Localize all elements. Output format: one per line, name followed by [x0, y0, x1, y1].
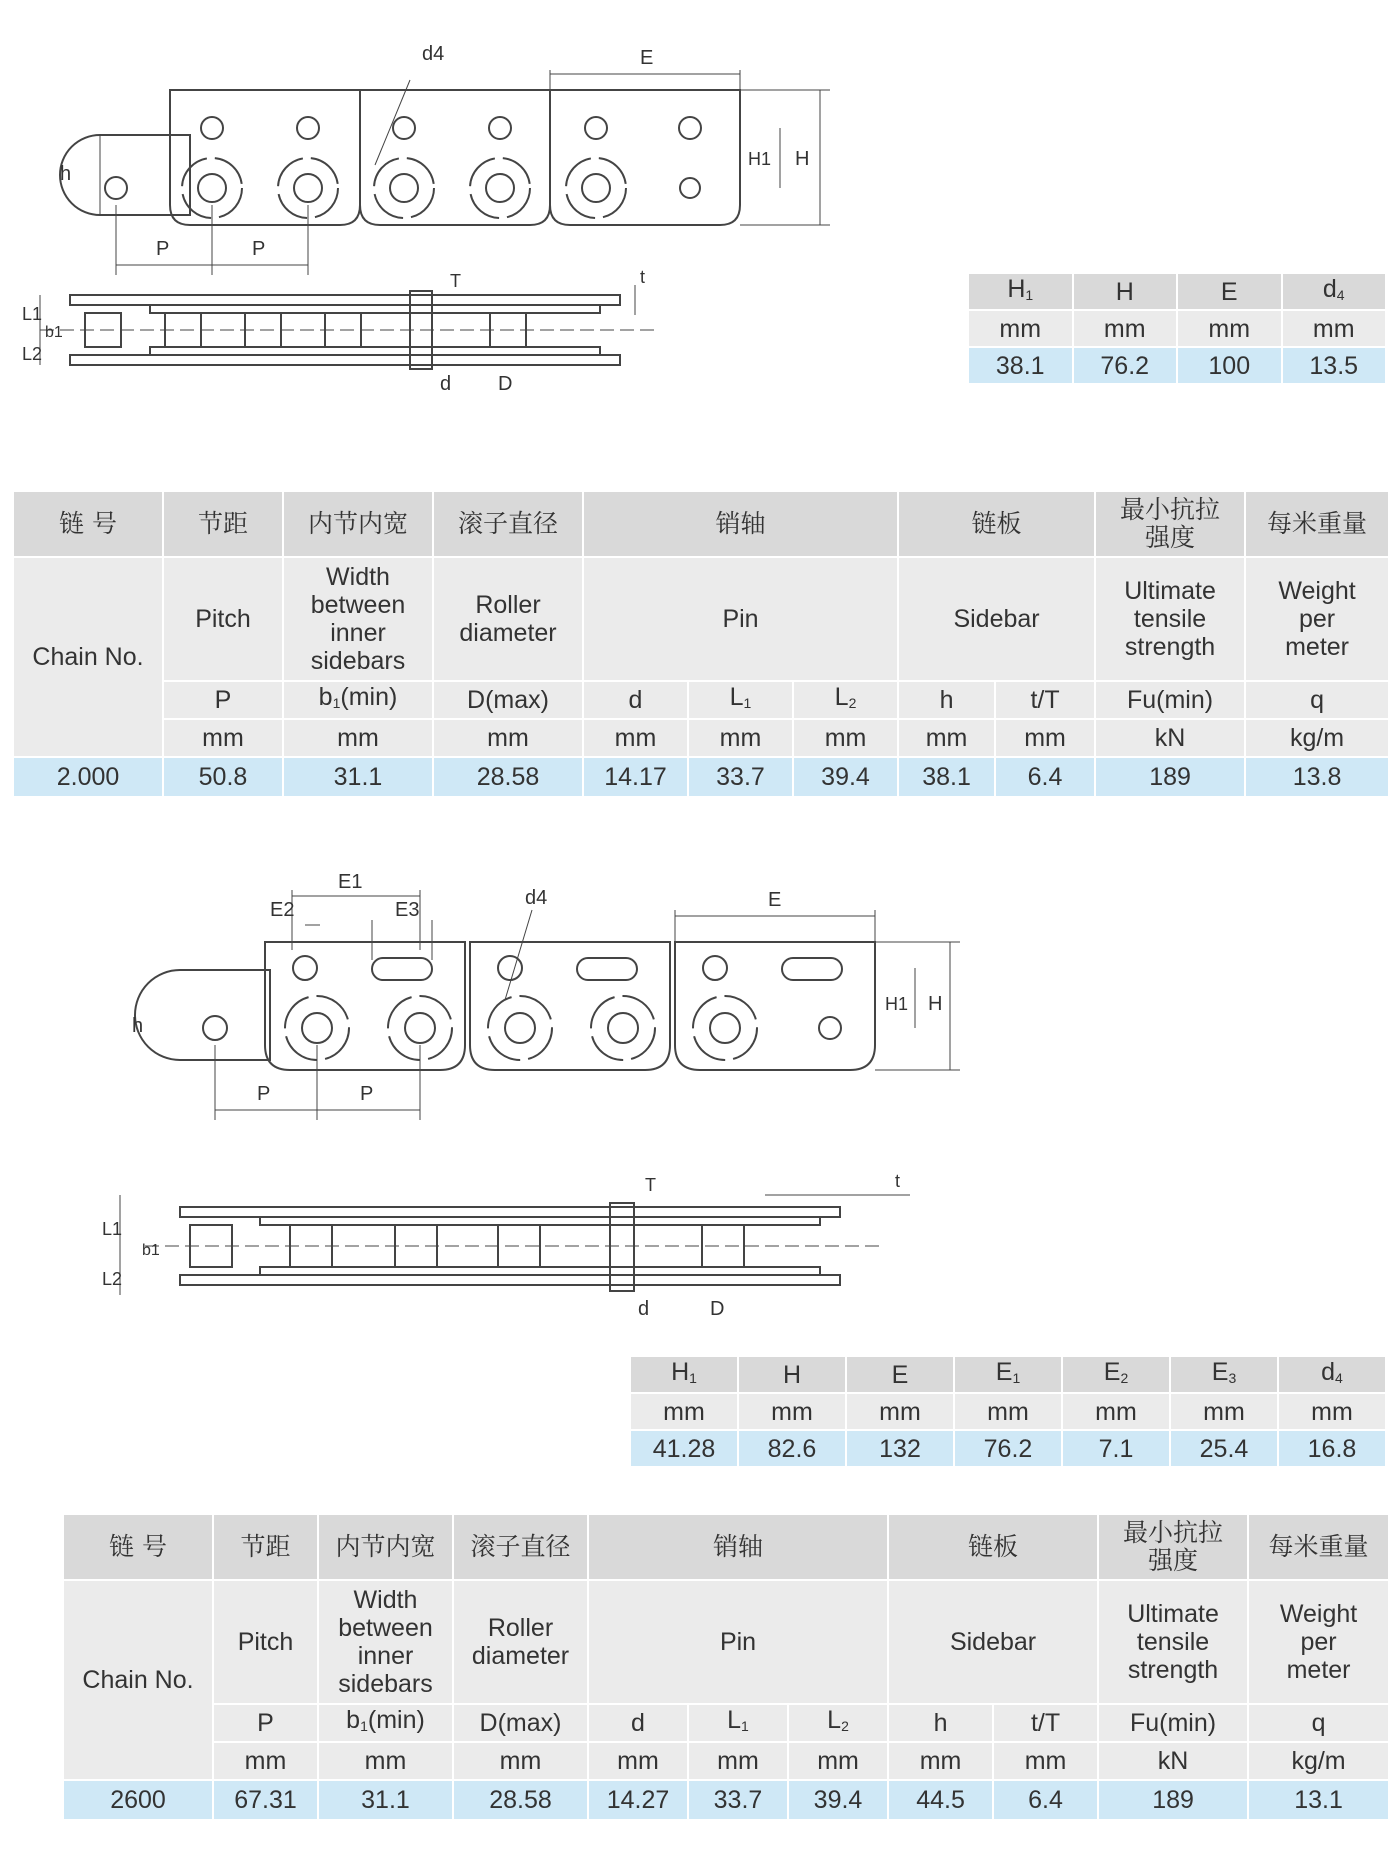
- hdr-weight-cn: 每米重量: [1245, 491, 1389, 557]
- value-cell: 189: [1095, 757, 1245, 797]
- value-cell: 100: [1177, 347, 1282, 384]
- value-cell: 2.000: [13, 757, 163, 797]
- unit-cell: mm: [846, 1393, 954, 1430]
- hdr-E2: $E_2$: [1062, 1356, 1170, 1393]
- unit-cell: mm: [1170, 1393, 1278, 1430]
- hdr-sidebar-en: Sidebar: [888, 1580, 1098, 1704]
- sym-Fu: Fu(min): [1095, 681, 1245, 719]
- value-cell: 76.2: [1073, 347, 1178, 384]
- label-h: h: [60, 163, 72, 185]
- hdr-pitch-en: Pitch: [163, 557, 283, 681]
- hdr-chain-en: Chain No.: [63, 1580, 213, 1780]
- label-t-2: t: [895, 1171, 901, 1191]
- unit-cell: mm: [738, 1393, 846, 1430]
- unit-cell: mm: [993, 1742, 1098, 1780]
- value-cell: 25.4: [1170, 1430, 1278, 1467]
- label-d-2: d: [638, 1298, 650, 1320]
- value-cell: 41.28: [630, 1430, 738, 1467]
- hdr-H1: $H_1$: [968, 273, 1073, 310]
- unit-cell: kN: [1095, 719, 1245, 757]
- value-cell: 28.58: [433, 757, 583, 797]
- sym-D: D(max): [453, 1704, 588, 1742]
- label-d4-2: d4: [525, 887, 548, 909]
- value-cell: 31.1: [283, 757, 433, 797]
- hdr-width-cn: 内节内宽: [283, 491, 433, 557]
- label-E2: E2: [270, 899, 295, 921]
- value-cell: 76.2: [954, 1430, 1062, 1467]
- hdr-sidebar-cn: 链板: [888, 1514, 1098, 1580]
- hdr-E1: $E_1$: [954, 1356, 1062, 1393]
- value-cell: 28.58: [453, 1780, 588, 1820]
- sym-D: D(max): [433, 681, 583, 719]
- sym-b1: $b_1(\min)$: [318, 1704, 453, 1742]
- sym-h: h: [898, 681, 995, 719]
- dimension-table-2: [629, 1355, 1387, 1468]
- sym-L1: $L_1$: [688, 1704, 788, 1742]
- sym-L2: $L_2$: [793, 681, 898, 719]
- spec-table-2: [62, 1513, 1390, 1821]
- label-P-4: P: [360, 1083, 374, 1105]
- unit-cell: mm: [1062, 1393, 1170, 1430]
- value-cell: 33.7: [688, 757, 793, 797]
- label-d: d: [440, 373, 452, 395]
- sym-b1: $b_1(\min)$: [283, 681, 433, 719]
- label-H-2: H: [928, 993, 943, 1015]
- hdr-E: E: [1177, 273, 1282, 310]
- label-E3: E3: [395, 899, 420, 921]
- hdr-roller-cn: 滚子直径: [433, 491, 583, 557]
- chain-top-view-2: [90, 1165, 950, 1330]
- value-cell: 6.4: [995, 757, 1095, 797]
- unit-cell: mm: [688, 719, 793, 757]
- unit-cell: mm: [788, 1742, 888, 1780]
- value-cell: 44.5: [888, 1780, 993, 1820]
- value-cell: 132: [846, 1430, 954, 1467]
- label-t: t: [640, 267, 646, 287]
- label-b1-2: b1: [142, 1242, 160, 1259]
- unit-cell: kg/m: [1245, 719, 1389, 757]
- hdr-pin-cn: 销轴: [583, 491, 898, 557]
- hdr-H: H: [738, 1356, 846, 1393]
- unit-cell: mm: [283, 719, 433, 757]
- label-T: T: [450, 271, 461, 291]
- hdr-weight-en: Weight per meter: [1248, 1580, 1389, 1704]
- label-H: H: [795, 148, 810, 170]
- hdr-pin-en: Pin: [588, 1580, 888, 1704]
- chain-side-view-2: [120, 860, 980, 1130]
- hdr-H1: $H_1$: [630, 1356, 738, 1393]
- label-L1: L1: [22, 304, 43, 324]
- unit-cell: mm: [1282, 310, 1387, 347]
- label-E1: E1: [338, 871, 363, 893]
- hdr-pin-en: Pin: [583, 557, 898, 681]
- label-P-1: P: [156, 238, 170, 260]
- label-L2: L2: [22, 344, 43, 364]
- value-cell: 38.1: [968, 347, 1073, 384]
- unit-cell: mm: [630, 1393, 738, 1430]
- label-h-2: h: [132, 1015, 144, 1037]
- unit-cell: mm: [793, 719, 898, 757]
- sym-P: P: [213, 1704, 318, 1742]
- sym-tT: t/T: [995, 681, 1095, 719]
- hdr-sidebar-en: Sidebar: [898, 557, 1095, 681]
- unit-cell: mm: [588, 1742, 688, 1780]
- value-cell: 14.27: [588, 1780, 688, 1820]
- dimension-table-1: [967, 272, 1387, 385]
- unit-cell: mm: [1177, 310, 1282, 347]
- value-cell: 6.4: [993, 1780, 1098, 1820]
- label-E-2: E: [768, 889, 782, 911]
- label-P-3: P: [257, 1083, 271, 1105]
- label-P-2: P: [252, 238, 266, 260]
- value-cell: 67.31: [213, 1780, 318, 1820]
- label-H1-2: H1: [885, 994, 909, 1014]
- value-cell: 82.6: [738, 1430, 846, 1467]
- hdr-chain-en: Chain No.: [13, 557, 163, 757]
- value-cell: 39.4: [793, 757, 898, 797]
- unit-cell: mm: [1278, 1393, 1386, 1430]
- value-cell: 16.8: [1278, 1430, 1386, 1467]
- unit-cell: mm: [995, 719, 1095, 757]
- value-cell: 7.1: [1062, 1430, 1170, 1467]
- hdr-roller-cn: 滚子直径: [453, 1514, 588, 1580]
- value-cell: 13.5: [1282, 347, 1387, 384]
- unit-cell: mm: [213, 1742, 318, 1780]
- label-D-2: D: [710, 1298, 725, 1320]
- hdr-H: H: [1073, 273, 1178, 310]
- unit-cell: mm: [688, 1742, 788, 1780]
- value-cell: 31.1: [318, 1780, 453, 1820]
- unit-cell: mm: [163, 719, 283, 757]
- hdr-pin-cn: 销轴: [588, 1514, 888, 1580]
- value-cell: 33.7: [688, 1780, 788, 1820]
- sym-d: d: [588, 1704, 688, 1742]
- chain-side-view-1: [40, 30, 840, 290]
- sym-h: h: [888, 1704, 993, 1742]
- hdr-width-cn: 内节内宽: [318, 1514, 453, 1580]
- value-cell: 50.8: [163, 757, 283, 797]
- value-cell: 14.17: [583, 757, 688, 797]
- sym-d: d: [583, 681, 688, 719]
- hdr-E: E: [846, 1356, 954, 1393]
- hdr-strength-cn: 最小抗拉 强度: [1098, 1514, 1248, 1580]
- value-cell: 13.8: [1245, 757, 1389, 797]
- hdr-weight-en: Weight per meter: [1245, 557, 1389, 681]
- value-cell: 13.1: [1248, 1780, 1389, 1820]
- sym-q: q: [1245, 681, 1389, 719]
- sym-L2: $L_2$: [788, 1704, 888, 1742]
- hdr-d4: $d_4$: [1278, 1356, 1386, 1393]
- label-T-2: T: [645, 1175, 656, 1195]
- hdr-weight-cn: 每米重量: [1248, 1514, 1389, 1580]
- sym-L1: $L_1$: [688, 681, 793, 719]
- label-b1: b1: [45, 324, 63, 341]
- value-cell: 38.1: [898, 757, 995, 797]
- sym-P: P: [163, 681, 283, 719]
- unit-cell: mm: [898, 719, 995, 757]
- unit-cell: mm: [1073, 310, 1178, 347]
- hdr-pitch-en: Pitch: [213, 1580, 318, 1704]
- hdr-E3: $E_3$: [1170, 1356, 1278, 1393]
- sym-Fu: Fu(min): [1098, 1704, 1248, 1742]
- label-D: D: [498, 373, 513, 395]
- label-E: E: [640, 47, 654, 69]
- label-H1: H1: [748, 149, 772, 169]
- hdr-roller-en: Roller diameter: [453, 1580, 588, 1704]
- label-L2-2: L2: [102, 1269, 123, 1289]
- hdr-strength-en: Ultimate tensile strength: [1098, 1580, 1248, 1704]
- hdr-pitch-cn: 节距: [213, 1514, 318, 1580]
- unit-cell: kN: [1098, 1742, 1248, 1780]
- hdr-pitch-cn: 节距: [163, 491, 283, 557]
- unit-cell: mm: [954, 1393, 1062, 1430]
- unit-cell: mm: [583, 719, 688, 757]
- unit-cell: mm: [968, 310, 1073, 347]
- hdr-strength-cn: 最小抗拉 强度: [1095, 491, 1245, 557]
- hdr-d4: $d_4$: [1282, 273, 1387, 310]
- value-cell: 189: [1098, 1780, 1248, 1820]
- unit-cell: kg/m: [1248, 1742, 1389, 1780]
- unit-cell: mm: [453, 1742, 588, 1780]
- hdr-width-en: Width between inner sidebars: [283, 557, 433, 681]
- unit-cell: mm: [433, 719, 583, 757]
- hdr-chain-cn: 链 号: [13, 491, 163, 557]
- value-cell: 39.4: [788, 1780, 888, 1820]
- label-d4: d4: [422, 43, 445, 65]
- chain-top-view-1: [10, 265, 770, 415]
- sym-q: q: [1248, 1704, 1389, 1742]
- unit-cell: mm: [888, 1742, 993, 1780]
- hdr-sidebar-cn: 链板: [898, 491, 1095, 557]
- unit-cell: mm: [318, 1742, 453, 1780]
- hdr-width-en: Width between inner sidebars: [318, 1580, 453, 1704]
- spec-table-1: [12, 490, 1390, 798]
- value-cell: 2600: [63, 1780, 213, 1820]
- hdr-chain-cn: 链 号: [63, 1514, 213, 1580]
- label-L1-2: L1: [102, 1219, 123, 1239]
- hdr-strength-en: Ultimate tensile strength: [1095, 557, 1245, 681]
- hdr-roller-en: Roller diameter: [433, 557, 583, 681]
- sym-tT: t/T: [993, 1704, 1098, 1742]
